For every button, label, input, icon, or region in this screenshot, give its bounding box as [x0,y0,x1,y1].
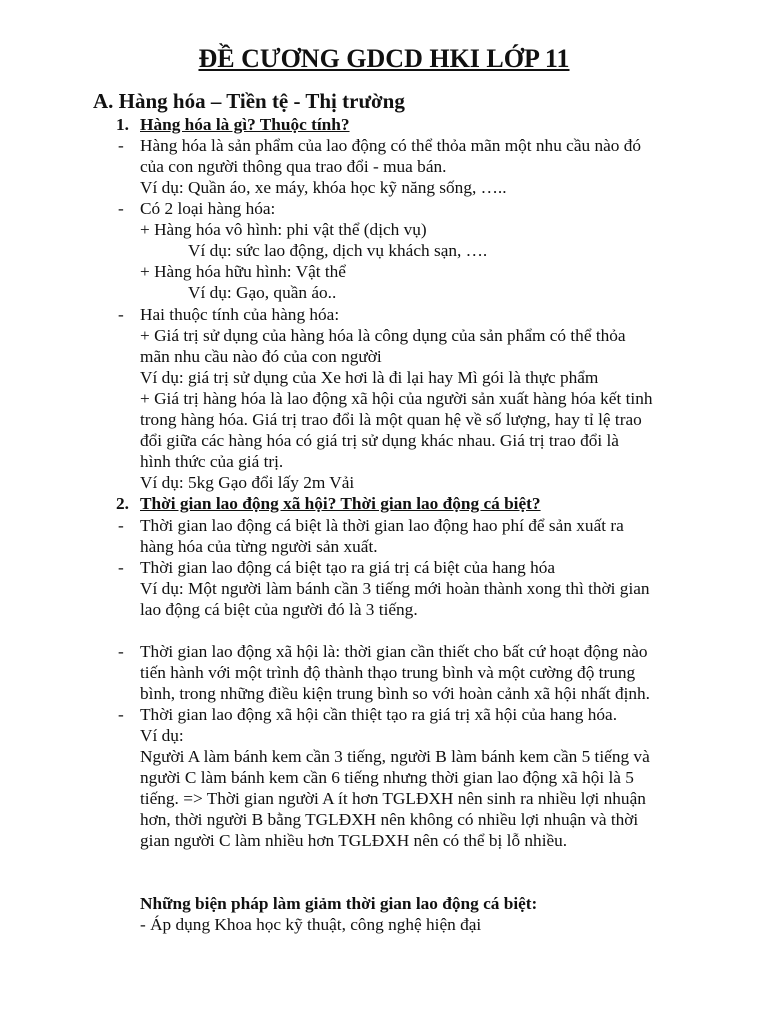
text-line: gian người C làm nhiều hơn TGLĐXH nên có thể bị lỗ nhiều. [140,831,568,850]
bullet: - [118,705,124,724]
section-a-heading: A. Hàng hóa – Tiền tệ - Thị trường [93,89,405,113]
text-line: của con người thông qua trao đổi - mua bán. [140,157,447,176]
example-line: Ví dụ: Gạo, quần áo.. [188,283,337,302]
question-2-number: 2. [116,494,129,513]
text-line: người C làm bánh kem cần 6 tiếng nhưng thời gian lao động xã hội là 5 [140,768,634,787]
text-line: Thời gian lao động xã hội cần thiệt tạo ra giá trị xã hội của hang hóa. [140,705,618,724]
text-line: + Giá trị sử dụng của hàng hóa là công dụng của sản phẩm có thể thỏa [140,326,626,345]
text-line: hơn, thời người B bằng TGLĐXH nên không có nhiều lợi nhuận và thời [140,810,639,829]
question-2-heading: Thời gian lao động xã hội? Thời gian lao động cá biệt? [140,494,541,513]
example-line: Ví dụ: sức lao động, dịch vụ khách sạn, …. [188,241,488,260]
text-line: Hai thuộc tính của hàng hóa: [140,305,340,324]
bullet: - [118,642,124,661]
bullet: - [118,305,124,324]
measure-item: - Áp dụng Khoa học kỹ thuật, công nghệ hiện đại [140,915,482,934]
text-line: Thời gian lao động cá biệt là thời gian lao động hao phí để sản xuất ra [140,516,624,535]
text-line: lao động cá biệt của người đó là 3 tiếng. [140,600,418,619]
question-1-number: 1. [116,115,129,134]
text-line: đổi giữa các hàng hóa có giá trị sử dụng khác nhau. Giá trị trao đổi là [140,431,619,450]
text-line: mãn nhu cầu nào đó của con người [140,347,382,366]
text-line: tiếng. => Thời gian người A ít hơn TGLĐXH nên sinh ra nhiều lợi nhuận [140,789,646,808]
example-line: Ví dụ: 5kg Gạo đổi lấy 2m Vải [140,473,355,492]
question-1-heading: Hàng hóa là gì? Thuộc tính? [140,115,350,134]
bullet: - [118,199,124,218]
measures-heading: Những biện pháp làm giảm thời gian lao động cá biệt: [140,894,538,913]
example-line: Ví dụ: [140,726,184,745]
document-title: ĐỀ CƯƠNG GDCD HKI LỚP 11 [198,44,570,73]
text-line: + Giá trị hàng hóa là lao động xã hội của người sản xuất hàng hóa kết tinh [140,389,653,408]
text-line: + Hàng hóa hữu hình: Vật thể [140,262,346,281]
text-line: tiến hành với một trình độ thành thạo trung bình và một cường độ trung [140,663,636,682]
example-line: Ví dụ: giá trị sử dụng của Xe hơi là đi lại hay Mì gói là thực phẩm [140,368,599,387]
text-line: Có 2 loại hàng hóa: [140,199,276,218]
text-line: trong hàng hóa. Giá trị trao đổi là một quan hệ về số lượng, hay tỉ lệ trao [140,410,642,429]
text-line: + Hàng hóa vô hình: phi vật thể (dịch vụ) [140,220,427,239]
bullet: - [118,558,124,577]
example-line: Ví dụ: Quần áo, xe máy, khóa học kỹ năng sống, ….. [140,178,507,197]
bullet: - [118,136,124,155]
text-line: bình, trong những điều kiện trung bình so với hoàn cảnh xã hội nhất định. [140,684,650,703]
text-line: hàng hóa của từng người sản xuất. [140,537,378,556]
text-line: Thời gian lao động xã hội là: thời gian cần thiết cho bất cứ hoạt động nào [140,642,648,661]
text-line: Người A làm bánh kem cần 3 tiếng, người B làm bánh kem cần 5 tiếng và [140,747,650,766]
text-line: Thời gian lao động cá biệt tạo ra giá trị cá biệt của hang hóa [140,558,556,577]
example-line: Ví dụ: Một người làm bánh cần 3 tiếng mới hoàn thành xong thì thời gian [140,579,650,598]
text-line: hình thức của giá trị. [140,452,284,471]
text-line: Hàng hóa là sản phẩm của lao động có thể thỏa mãn một nhu cầu nào đó [140,136,642,155]
bullet: - [118,516,124,535]
